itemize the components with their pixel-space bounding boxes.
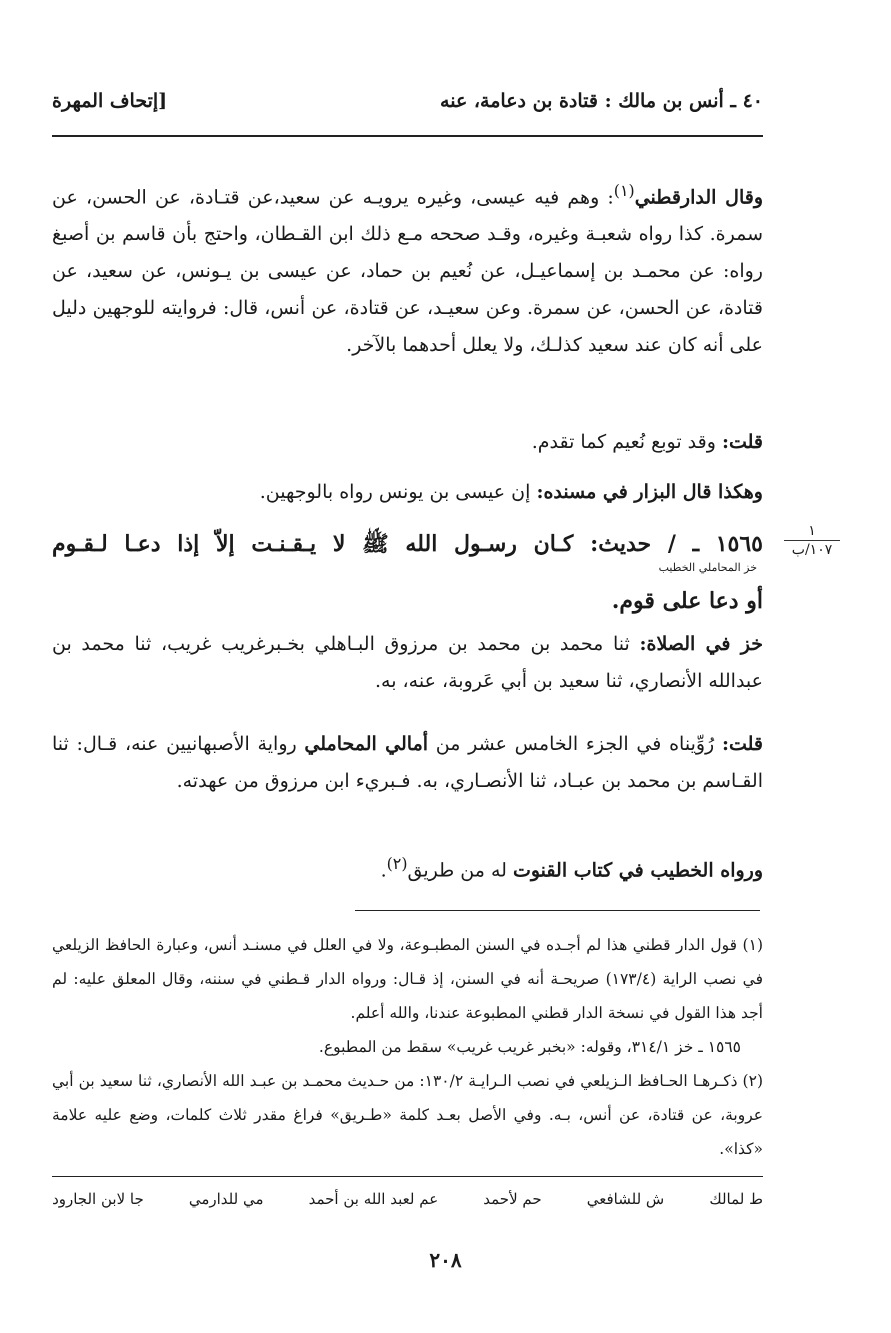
footnote-divider (355, 910, 760, 911)
footnote-2: (٢) ذكـرهـا الحـافظ الـزيلعي في نصب الـرايـة ١٣٠/٢: من حـديث محمـد بن عبـد الله الأنصاري، ثنا سعيد بن أبي عروبة، عن قتادة، عن أنس، بـه. وفي الأصل بعـد كلمة «طـريق» فراغ مقدر ثلاث كلمات، وضع عليه علامة «كذا». (52, 1072, 763, 1158)
book-title: [إتحاف المهرة (52, 90, 168, 112)
paragraph-qultu-1 (52, 424, 763, 461)
qultu-text-2a: رُوِّيناه في الجزء الخامس عشر من (428, 733, 722, 755)
page-number: ٢٠٨ (429, 1248, 462, 1272)
chapter-title: ٤٠ ـ أنس بن مالك : قتادة بن دعامة، عنه (440, 90, 763, 112)
page-header (52, 84, 763, 118)
bazzar-label: وهكذا قال البزار في مسنده: (536, 481, 763, 503)
amali-title: أمالي المحاملي (304, 733, 429, 755)
daraqutni-label: وقال الدارقطني (634, 186, 763, 209)
abbreviations-legend (52, 1190, 763, 1208)
paragraph-daraqutni (52, 172, 763, 364)
abbrev-item: عم لعبد الله بن أحمد (308, 1190, 439, 1208)
paragraph-bazzar (52, 474, 763, 511)
paragraph-qultu-2 (52, 726, 763, 800)
footnote-1: (١) قول الدار قطني هذا لم أجـده في السنن المطبـوعة، ولا في العلل في مسنـد أنس، وعبارة الحافظ الزيلعي في نصب الراية (١٧٣/٤) صريحـة أنه في السنن، إذ قـال: ورواه الدار قـطني في سننه، وقال المعلق عليه: لم أجد هذا القول في نسخة الدار قطني المطبوعة عندنا، والله أعلم. (52, 936, 763, 1022)
manuscript-folio-ref (784, 523, 840, 559)
footnote-marker-2: (٢) (386, 854, 408, 873)
daraqutni-text: : وهم فيه عيسى، وغيره يرويـه عن سعيد،عن قتـادة، عن الحسن، عن سمرة. كذا رواه شعبـة وغيره، وقـد صححه مـع ذلك ابن القـطان، واحتج بأن قاسم بن أصبغ رواه: عن محمـد بن إسماعيـل، عن نُعيم بن حماد، عن عيسى بن يـونس، عن سعيد، عن قتادة، عن الحسن، عن سمرة. وعن سعيـد، عن قتادة، عن أنس، قال: فروايته للوجهين دليل على أنه كان عند سعيد كذلـك، ولا يعلل أحدهما بالآخر. (52, 186, 763, 357)
khuz-label: خز في الصلاة: (639, 633, 763, 655)
hadith-source-codes: خز المحاملي الخطيب (658, 561, 757, 574)
qultu-label: قلت: (721, 431, 763, 453)
folio-ref-top: ١ (784, 523, 840, 541)
khuz-text: ثنا محمد بن محمد بن مرزوق البـاهلي بخـبرغريب غريب، ثنا محمد بن عبدالله الأنصاري، ثنا سعيد بن أبي عَروبة، عنه، به. (52, 633, 763, 692)
footnote-hadith-ref: ١٥٦٥ ـ خز ٣١٤/١، وقوله: «بخبر غريب غريب» سقط من المطبوع. (318, 1038, 741, 1056)
abbrev-item: ط لمالك (709, 1190, 763, 1208)
qultu-text: وقد توبع نُعيم كما تقدم. (531, 431, 722, 453)
folio-ref-bottom: ١٠٧/ب (791, 542, 833, 558)
abbrev-item: حم لأحمد (483, 1190, 542, 1208)
abbrev-item: مي للدارمي (188, 1190, 264, 1208)
paragraph-khatib (52, 845, 763, 889)
footnote-marker-1: (١) (613, 181, 635, 200)
footnotes (52, 928, 763, 1166)
header-divider (52, 135, 763, 137)
khatib-end: . (380, 859, 387, 882)
hadith-heading: ١٥٦٥ ـ / حديث: كـان رسـول الله ﷺ لا يـقـنـت إلاّ إذا دعـا لـقـوم (52, 531, 763, 557)
khatib-label: ورواه الخطيب في كتاب القنوت (512, 859, 763, 882)
abbreviations-divider (52, 1176, 763, 1177)
qultu-text-2b: رواية الأصبهانيين عنه، قـال: ثنا القـاسم بن محمد بن عبـاد، ثنا الأنصـاري، به. فـبريء ابن مرزوق من عهدته. (52, 733, 763, 792)
abbrev-item: جا لابن الجارود (52, 1190, 144, 1208)
khatib-text: له من طريق (407, 859, 513, 882)
paragraph-khuz (52, 626, 763, 700)
bazzar-text: إن عيسى بن يونس رواه بالوجهين. (259, 481, 537, 503)
abbrev-item: ش للشافعي (586, 1190, 665, 1208)
hadith-heading-continued: أو دعا على قوم. (611, 588, 763, 614)
qultu-label-2: قلت: (721, 733, 763, 755)
